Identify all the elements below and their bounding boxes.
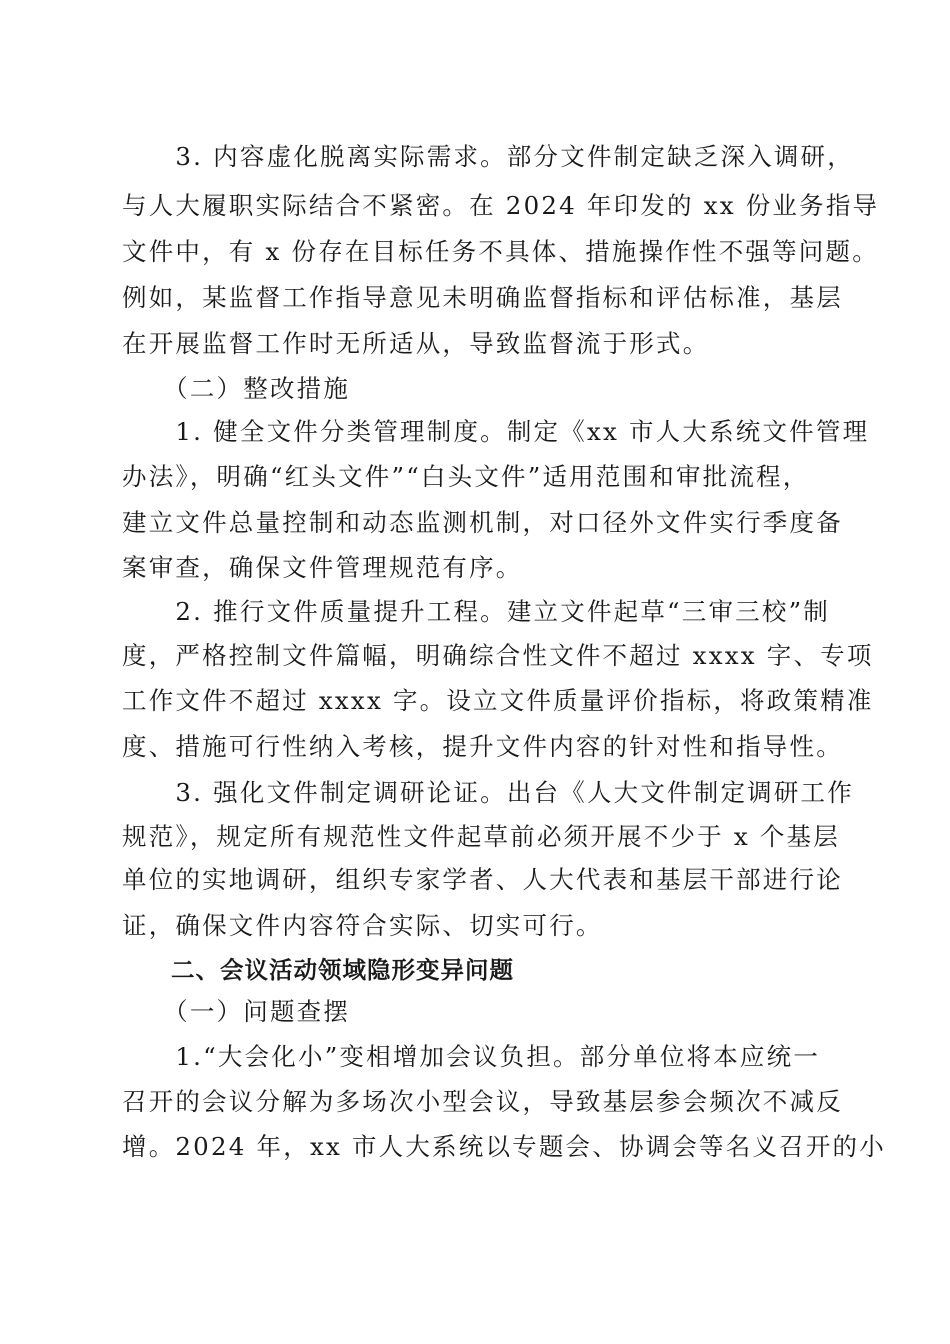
paragraph-line: 度，严格控制文件篇幅，明确综合性文件不超过 xxxx 字、专项 [122, 641, 874, 670]
paragraph-line: 证，确保文件内容符合实际、切实可行。 [122, 911, 603, 940]
section-subheading: （一）问题查摆 [122, 997, 351, 1026]
paragraph-line: 3. 内容虚化脱离实际需求。部分文件制定缺乏深入调研， [122, 142, 854, 171]
paragraph-line: 召开的会议分解为多场次小型会议，导致基层参会频次不减反 [122, 1087, 843, 1116]
paragraph-line: 与人大履职实际结合不紧密。在 2024 年印发的 xx 份业务指导 [122, 191, 880, 220]
paragraph-line: 1.“大会化小”变相增加会议负担。部分单位将本应统一 [122, 1042, 821, 1071]
section-subheading: （二）整改措施 [122, 374, 351, 403]
paragraph-line: 在开展监督工作时无所适从，导致监督流于形式。 [122, 329, 710, 358]
paragraph-line: 案审查，确保文件管理规范有序。 [122, 553, 523, 582]
paragraph-line: 度、措施可行性纳入考核，提升文件内容的针对性和指导性。 [122, 732, 843, 761]
paragraph-line: 1. 健全文件分类管理制度。制定《xx 市人大系统文件管理 [122, 417, 870, 446]
paragraph-line: 文件中，有 x 份存在目标任务不具体、措施操作性不强等问题。 [122, 237, 879, 266]
paragraph-line: 办法》，明确“红头文件”“白头文件”适用范围和审批流程， [122, 462, 810, 491]
paragraph-line: 工作文件不超过 xxxx 字。设立文件质量评价指标，将政策精准 [122, 686, 874, 715]
paragraph-line: 单位的实地调研，组织专家学者、人大代表和基层干部进行论 [122, 865, 843, 894]
paragraph-line: 增。2024 年，xx 市人大系统以专题会、协调会等名义召开的小 [122, 1132, 886, 1161]
paragraph-line: 建立文件总量控制和动态监测机制，对口径外文件实行季度备 [122, 508, 843, 537]
paragraph-line: 规范》，规定所有规范性文件起草前必须开展不少于 x 个基层 [122, 822, 840, 851]
paragraph-line: 例如，某监督工作指导意见未明确监督指标和评估标准，基层 [122, 283, 843, 312]
paragraph-line: 2. 推行文件质量提升工程。建立文件起草“三审三校”制 [122, 597, 831, 626]
paragraph-line: 3. 强化文件制定调研论证。出台《人大文件制定调研工作 [122, 778, 854, 807]
section-heading: 二、会议活动领域隐形变异问题 [122, 956, 514, 984]
